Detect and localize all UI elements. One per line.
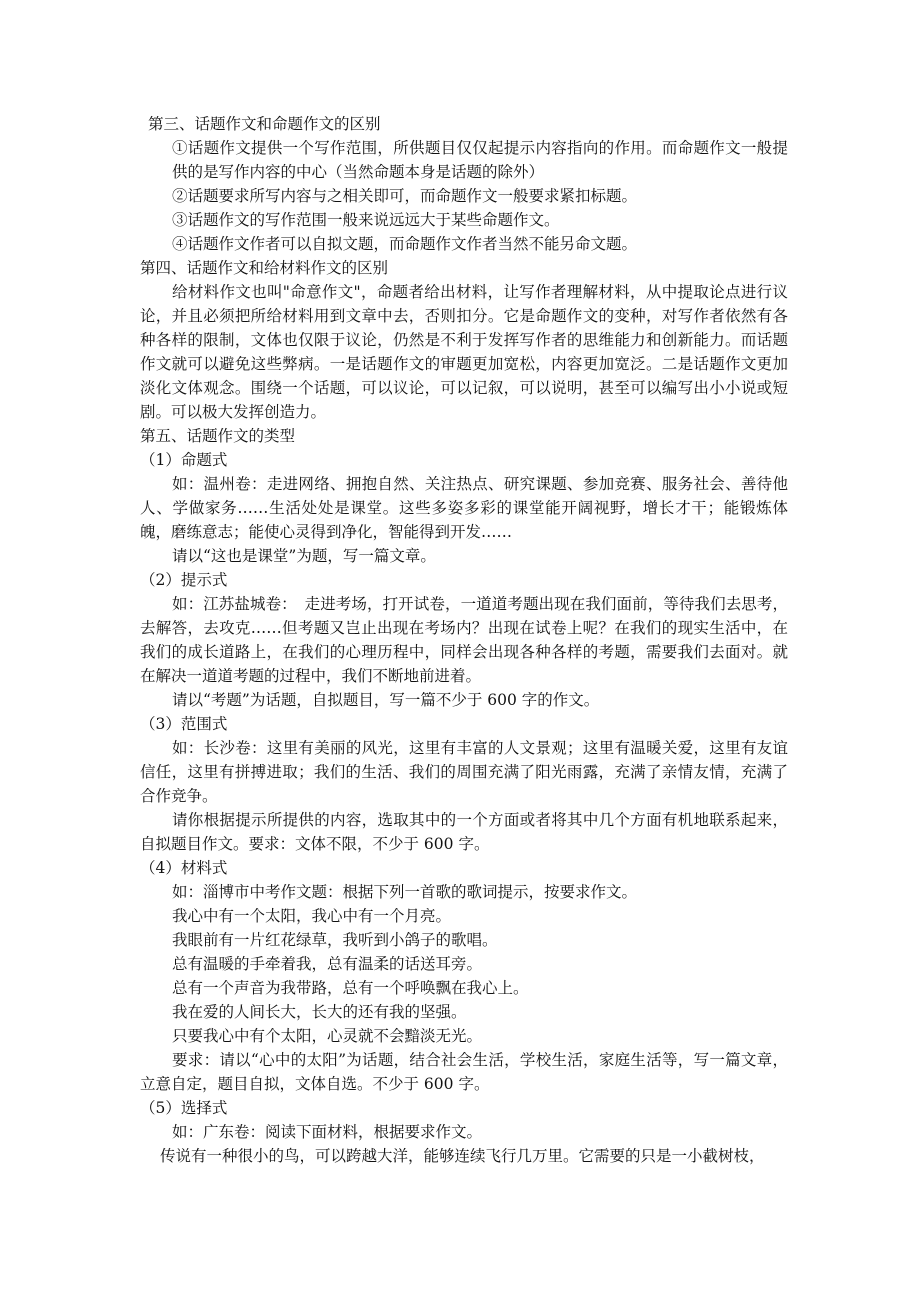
type-1-example: 如：温州卷：走进网络、拥抱自然、关注热点、研究课题、参加竞赛、服务社会、善待他人、学做家务……生活处处是课堂。这些多姿多彩的课堂能开阔视野，增长才干；能锻炼体魄，磨练意志；能使心灵得到净化，智能得到开发…… — [140, 475, 788, 541]
type-2-prompt: 请以“考题”为话题，自拟题目，写一篇不少于 600 字的作文。 — [172, 691, 600, 709]
lyric-line-1: 我心中有一个太阳，我心中有一个月亮。 — [172, 907, 452, 925]
lyric-line-3: 总有温暖的手牵着我，总有温柔的话送耳旁。 — [172, 955, 483, 973]
type-5-label: （5）选择式 — [140, 1099, 228, 1117]
section-three-item-4: ④话题作文作者可以自拟文题，而命题作文作者当然不能另命文题。 — [172, 235, 638, 253]
type-5-material: 传说有一种很小的鸟，可以跨越大洋，能够连续飞行几万里。它需要的只是一小截树枝， — [160, 1147, 765, 1165]
lyric-line-5: 我在爱的人间长大，长大的还有我的坚强。 — [172, 1003, 467, 1021]
type-5-example: 如：广东卷：阅读下面材料，根据要求作文。 — [172, 1123, 483, 1141]
section-three-item-1-text — [172, 136, 788, 184]
type-2-example: 如：江苏盐城卷： 走进考场，打开试卷，一道道考题出现在我们面前，等待我们去思考，去解答，去攻克……但考题又岂止出现在考场内？出现在试卷上呢？在我们的现实生活中，在我们的成长道路上，在我们的心理历程中，同样会出现各种各样的考题，需要我们去面对。就在解决一道道考题的过程中，我们不断地前进着。 — [140, 595, 788, 685]
section-five-heading: 第五、话题作文的类型 — [140, 427, 296, 445]
type-3-prompt: 请你根据提示所提供的内容，选取其中的一个方面或者将其中几个方面有机地联系起来，自拟题目作文。要求：文体不限，不少于 600 字。 — [140, 811, 788, 853]
type-4-label: （4）材料式 — [140, 859, 228, 877]
document-page — [140, 112, 788, 1168]
section-three — [140, 112, 788, 256]
section-four-body: 给材料作文也叫"命意作文"，命题者给出材料，让写作者理解材料，从中提取论点进行议论，并且必须把所给材料用到文章中去，否则扣分。它是命题作文的变种，对写作者依然有各种各样的限制，文体也仅限于议论，仍然是不利于发挥写作者的思维能力和创新能力。而话题作文就可以避免这些弊病。一是话题作文的审题更加宽松，内容更加宽泛。二是话题作文更加淡化文体观念。围绕一个话题，可以议论，可以记叙，可以说明，甚至可以编写出小小说或短剧。可以极大发挥创造力。 — [140, 283, 788, 421]
section-four-heading: 第四、话题作文和给材料作文的区别 — [140, 259, 389, 277]
section-three-item-3: ③话题作文的写作范围一般来说远远大于某些命题作文。 — [172, 211, 560, 229]
lyric-line-4: 总有一个声音为我带路，总有一个呼唤飘在我心上。 — [172, 979, 529, 997]
lyric-line-6: 只要我心中有个太阳，心灵就不会黯淡无光。 — [172, 1027, 483, 1045]
type-4-example: 如：淄博市中考作文题：根据下列一首歌的歌词提示，按要求作文。 — [172, 883, 638, 901]
type-3-label: （3）范围式 — [140, 715, 228, 733]
section-three-heading: 第三、话题作文和命题作文的区别 — [148, 115, 381, 133]
type-1-prompt: 请以“这也是课堂”为题，写一篇文章。 — [172, 547, 436, 565]
section-four — [140, 256, 788, 424]
item-text: ①话题作文提供一个写作范围，所供题目仅仅起提示内容指向的作用。而命题作文一般提供的是写作内容的中心（当然命题本身是话题的除外） — [172, 139, 788, 181]
lyric-line-2: 我眼前有一片红花绿草，我听到小鸽子的歌唱。 — [172, 931, 498, 949]
section-five — [140, 424, 788, 1168]
type-3-example: 如：长沙卷：这里有美丽的风光，这里有丰富的人文景观；这里有温暖关爱，这里有友谊信任，这里有拼搏进取；我们的生活、我们的周围充满了阳光雨露，充满了亲情友情，充满了合作竞争。 — [140, 739, 788, 805]
section-three-item-1 — [140, 136, 788, 184]
type-2-label: （2）提示式 — [140, 571, 228, 589]
type-1-label: （1）命题式 — [140, 451, 228, 469]
type-4-requirement: 要求：请以“心中的太阳”为话题，结合社会生活，学校生活，家庭生活等，写一篇文章，立意自定，题目自拟，文体自选。不少于 600 字。 — [140, 1051, 788, 1093]
section-three-item-2: ②话题要求所写内容与之相关即可，而命题作文一般要求紧扣标题。 — [172, 187, 638, 205]
